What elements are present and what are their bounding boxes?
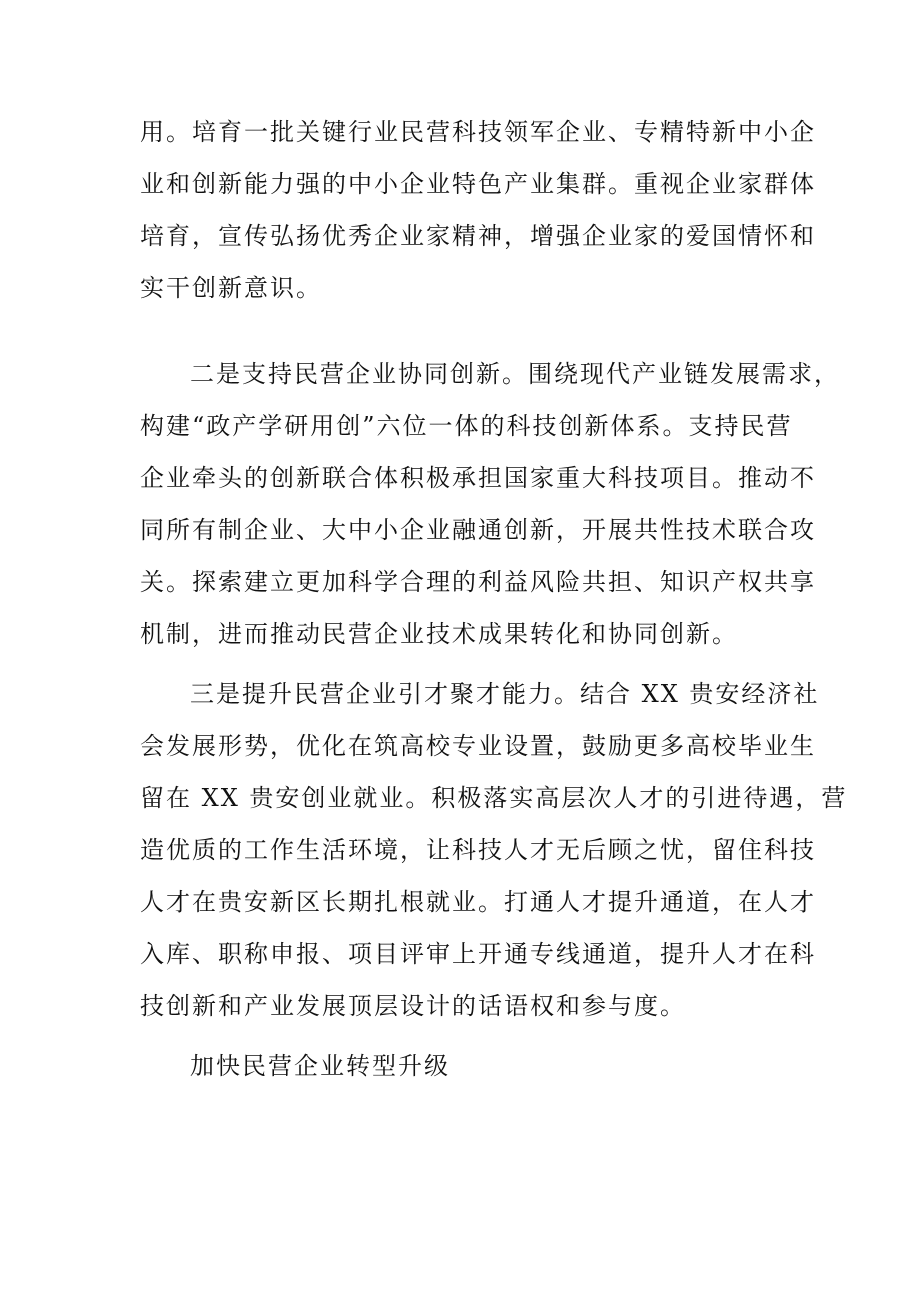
text-line: 培育，宣传弘扬优秀企业家精神，增强企业家的爱国情怀和 (140, 222, 816, 250)
paragraph-talent-cultivation (140, 106, 816, 314)
text-line: 技创新和产业发展顶层设计的话语权和参与度。 (140, 992, 686, 1020)
section-heading (140, 1040, 790, 1092)
text-line: 造优质的工作生活环境，让科技人才无后顾之忧，留住科技 (140, 836, 816, 864)
text-line: 加快民营企业转型升级 (190, 1052, 450, 1080)
text-line: 关。探索建立更加科学合理的利益风险共担、知识产权共享 (140, 568, 816, 596)
text-line: 人才在贵安新区长期扎根就业。打通人才提升通道，在人才 (140, 888, 816, 916)
text-line: 留在 XX 贵安创业就业。积极落实高层次人才的引进待遇，营 (140, 784, 848, 812)
text-line: 机制，进而推动民营企业技术成果转化和协同创新。 (140, 620, 738, 648)
paragraph-talent-attraction (140, 668, 848, 1032)
text-line: 入库、职称申报、项目评审上开通专线通道，提升人才在科 (140, 940, 816, 968)
text-line: 同所有制企业、大中小企业融通创新，开展共性技术联合攻 (140, 516, 816, 544)
text-line: 企业牵头的创新联合体积极承担国家重大科技项目。推动不 (140, 464, 816, 492)
text-line: 业和创新能力强的中小企业特色产业集群。重视企业家群体 (140, 170, 816, 198)
text-line: 实干创新意识。 (140, 274, 322, 302)
text-line: 二是支持民营企业协同创新。围绕现代产业链发展需求， (190, 360, 840, 388)
text-line: 会发展形势，优化在筑高校专业设置，鼓励更多高校毕业生 (140, 732, 816, 760)
text-line: 用。培育一批关键行业民营科技领军企业、专精特新中小企 (140, 118, 816, 146)
paragraph-collaborative-innovation (140, 348, 840, 660)
text-line: 三是提升民营企业引才聚才能力。结合 XX 贵安经济社 (190, 680, 820, 708)
text-line: 构建“政产学研用创”六位一体的科技创新体系。支持民营 (140, 412, 793, 440)
